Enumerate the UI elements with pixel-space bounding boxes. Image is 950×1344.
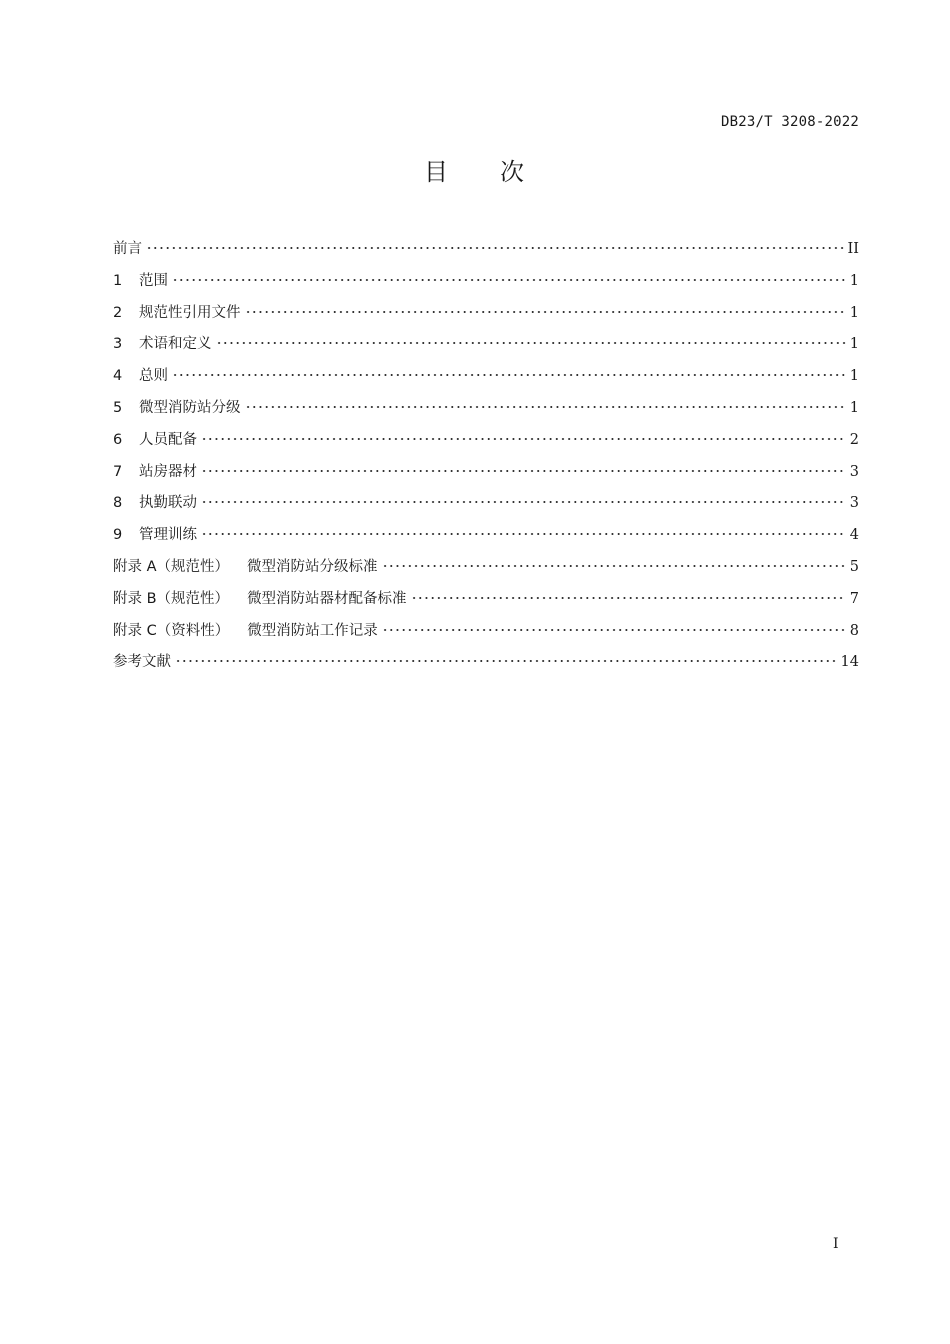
toc-entry-number: 5 bbox=[113, 399, 123, 416]
toc-entry-page: 1 bbox=[849, 336, 859, 353]
toc-entry-label: 微型消防站分级 bbox=[139, 399, 241, 416]
toc-entry-label: 微型消防站工作记录 bbox=[247, 622, 378, 639]
toc-entry-page: 14 bbox=[840, 654, 859, 671]
toc-entry-label: 站房器材 bbox=[139, 463, 197, 480]
table-of-contents bbox=[113, 237, 859, 682]
toc-entry-page: 3 bbox=[849, 495, 859, 512]
toc-leader-dots bbox=[201, 469, 846, 473]
page-number: I bbox=[833, 1236, 839, 1252]
toc-entry-page: 8 bbox=[849, 622, 859, 639]
toc-entry-number: 4 bbox=[113, 368, 123, 385]
toc-entry-bibliography[interactable] bbox=[113, 650, 859, 682]
toc-entry-number: 2 bbox=[113, 304, 123, 321]
toc-entry-appendix-a[interactable] bbox=[113, 555, 859, 587]
toc-entry-label: 总则 bbox=[139, 368, 168, 385]
toc-entry-appendix-c[interactable] bbox=[113, 619, 859, 651]
toc-entry-page: 5 bbox=[849, 558, 859, 575]
toc-entry-label: 术语和定义 bbox=[139, 336, 212, 353]
toc-leader-dots bbox=[172, 278, 846, 282]
toc-entry-general[interactable] bbox=[113, 364, 859, 396]
toc-entry-label: 参考文献 bbox=[113, 654, 171, 671]
toc-entry-number: 6 bbox=[113, 431, 123, 448]
toc-entry-normative-references[interactable] bbox=[113, 301, 859, 333]
toc-entry-page: 3 bbox=[849, 463, 859, 480]
toc-entry-page: 1 bbox=[849, 368, 859, 385]
toc-entry-label: 微型消防站分级标准 bbox=[247, 558, 378, 575]
toc-entry-page: II bbox=[847, 241, 859, 257]
toc-entry-number: 1 bbox=[113, 272, 123, 289]
document-code: DB23/T 3208-2022 bbox=[720, 114, 859, 130]
toc-leader-dots bbox=[245, 405, 846, 409]
toc-entry-scope[interactable] bbox=[113, 269, 859, 301]
toc-entry-management-training[interactable] bbox=[113, 523, 859, 555]
toc-entry-foreword[interactable] bbox=[113, 237, 859, 269]
toc-entry-label: 执勤联动 bbox=[139, 495, 197, 512]
toc-leader-dots bbox=[201, 532, 846, 536]
toc-entry-label: 人员配备 bbox=[139, 431, 197, 448]
toc-leader-dots bbox=[201, 500, 846, 504]
toc-leader-dots bbox=[172, 373, 846, 377]
toc-entry-label: 规范性引用文件 bbox=[139, 304, 241, 321]
toc-leader-dots bbox=[216, 341, 846, 345]
toc-appendix-prefix: 附录 A（规范性） bbox=[113, 558, 230, 575]
toc-entry-duty-linkage[interactable] bbox=[113, 491, 859, 523]
toc-entry-appendix-b[interactable] bbox=[113, 587, 859, 619]
toc-entry-label: 范围 bbox=[139, 272, 168, 289]
toc-leader-dots bbox=[382, 628, 846, 632]
toc-leader-dots bbox=[146, 246, 844, 250]
toc-entry-label: 管理训练 bbox=[139, 527, 197, 544]
toc-entry-station-equipment[interactable] bbox=[113, 460, 859, 492]
toc-title bbox=[0, 152, 950, 187]
toc-title-part1: 目 bbox=[424, 158, 450, 186]
toc-title-part2: 次 bbox=[500, 158, 526, 186]
toc-entry-page: 7 bbox=[849, 590, 859, 607]
toc-entry-label: 前言 bbox=[113, 241, 142, 257]
toc-entry-page: 1 bbox=[849, 399, 859, 416]
toc-appendix-prefix: 附录 C（资料性） bbox=[113, 622, 230, 639]
toc-entry-label: 微型消防站器材配备标准 bbox=[247, 590, 407, 607]
toc-leader-dots bbox=[382, 564, 846, 568]
toc-entry-station-grading[interactable] bbox=[113, 396, 859, 428]
toc-entry-terms-definitions[interactable] bbox=[113, 332, 859, 364]
toc-leader-dots bbox=[245, 310, 846, 314]
toc-leader-dots bbox=[201, 437, 846, 441]
toc-entry-number: 7 bbox=[113, 463, 123, 480]
toc-entry-number: 3 bbox=[113, 336, 123, 353]
toc-entry-page: 1 bbox=[849, 272, 859, 289]
toc-entry-number: 8 bbox=[113, 495, 123, 512]
toc-entry-page: 4 bbox=[849, 527, 859, 544]
toc-entry-page: 1 bbox=[849, 304, 859, 321]
toc-entry-page: 2 bbox=[849, 431, 859, 448]
toc-appendix-prefix: 附录 B（规范性） bbox=[113, 590, 230, 607]
toc-entry-number: 9 bbox=[113, 527, 123, 544]
toc-leader-dots bbox=[175, 659, 837, 663]
toc-entry-staffing[interactable] bbox=[113, 428, 859, 460]
toc-leader-dots bbox=[411, 596, 846, 600]
